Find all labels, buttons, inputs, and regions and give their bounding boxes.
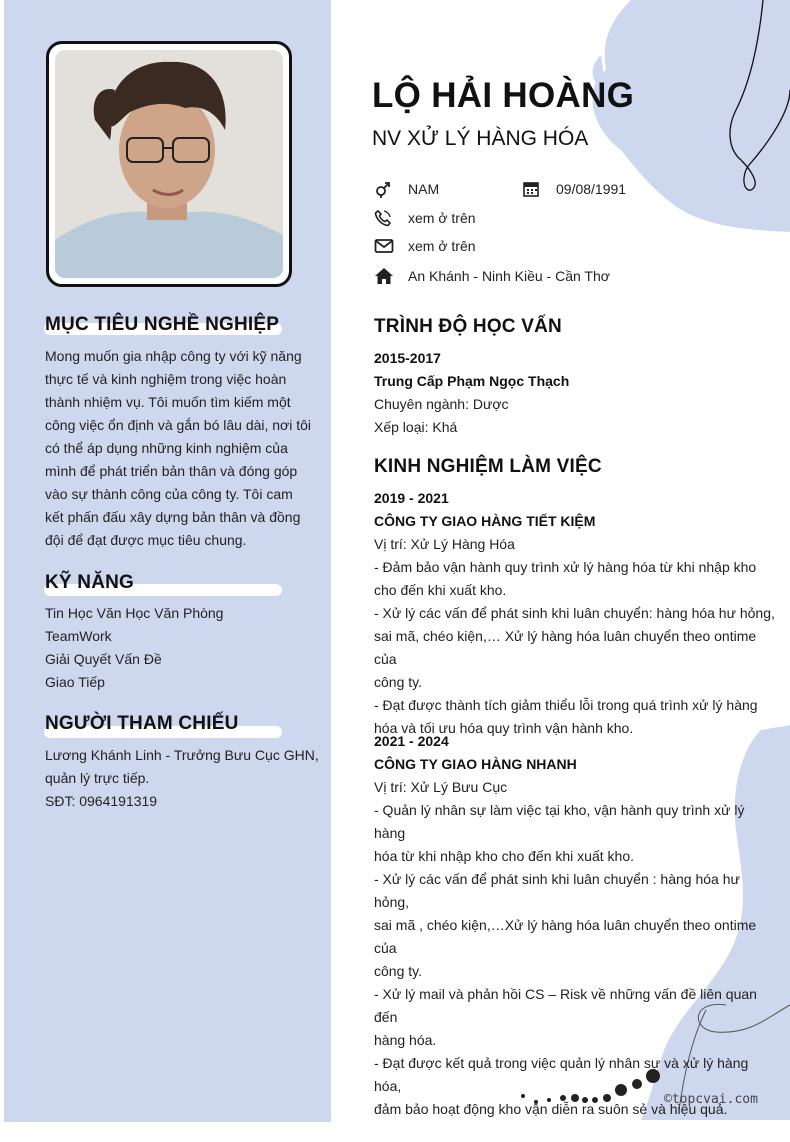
- experience-title: KINH NGHIỆM LÀM VIỆC: [374, 456, 602, 477]
- objective-line: thành nhiệm vụ. Tôi muốn tìm kiếm một: [45, 394, 291, 410]
- reference-line: SĐT: 0964191319: [45, 793, 158, 809]
- home-icon: [374, 267, 398, 285]
- skills-title: KỸ NĂNG: [45, 572, 135, 593]
- watermark: ©topcvai.com: [664, 1092, 758, 1107]
- objective-line: mình để phát triển bản thân và đóng góp: [45, 463, 298, 479]
- education-school: Trung Cấp Phạm Ngọc Thạch: [374, 373, 570, 389]
- job-title: NV XỬ LÝ HÀNG HÓA: [372, 127, 589, 150]
- education-grade: Xếp loại: Khá: [374, 419, 458, 435]
- references-text: [45, 744, 325, 813]
- mail-icon: [374, 238, 398, 254]
- reference-line: quản lý trực tiếp.: [45, 770, 150, 786]
- gender-icon: [374, 180, 398, 198]
- experience-line: hóa và tối ưu hóa quy trình vận hành kho.: [374, 720, 634, 736]
- phone-value: xem ở trên: [408, 210, 476, 226]
- gender-value: NAM: [408, 181, 440, 197]
- experience-line: công ty.: [374, 674, 422, 690]
- experience-company: CÔNG TY GIAO HÀNG TIẾT KIỆM: [374, 513, 596, 529]
- experience-company: CÔNG TY GIAO HÀNG NHANH: [374, 756, 577, 772]
- objective-line: kết phấn đấu xây dựng bản thân và đồng: [45, 509, 301, 525]
- education-major: Chuyên ngành: Dược: [374, 396, 509, 412]
- experience-line: - Đảm bảo vận hành quy trình xử lý hàng hóa từ khi nhập kho: [374, 559, 757, 575]
- skills-list: [45, 602, 320, 694]
- experience-line: sai mã , chéo kiện,…Xử lý hàng hóa luân chuyển theo ontime của: [374, 917, 757, 956]
- profile-photo-frame: [46, 41, 292, 287]
- reference-line: Lương Khánh Linh - Trưởng Bưu Cục GHN,: [45, 747, 319, 763]
- experience-entry: [374, 730, 778, 1121]
- education-entry: [374, 347, 778, 439]
- experience-line: Vị trí: Xử Lý Bưu Cục: [374, 779, 508, 795]
- experience-line: - Xử lý mail và phản hồi CS – Risk về những vấn đề liên quan đến: [374, 986, 757, 1025]
- experience-line: cho đến khi xuất kho.: [374, 582, 507, 598]
- objective-line: có thể áp dụng những kinh nghiệm của: [45, 440, 288, 456]
- address-row: [374, 267, 610, 285]
- experience-line: hàng hóa.: [374, 1032, 437, 1048]
- experience-line: - Xử lý các vấn để phát sinh khi luân chuyển: hàng hóa hư hỏng,: [374, 605, 775, 621]
- objective-line: thực tế và kinh nghiệm trong việc hoàn: [45, 371, 287, 387]
- objective-line: công việc ổn định và gắn bó lâu dài, nơi tôi: [45, 417, 312, 433]
- skill-item: Tin Học Văn Học Văn Phòng: [45, 605, 224, 621]
- phone-icon: [374, 209, 398, 227]
- calendar-icon: [522, 180, 546, 198]
- experience-line: công ty.: [374, 963, 422, 979]
- objective-text: [45, 345, 320, 552]
- birthdate-value: 09/08/1991: [556, 181, 627, 197]
- experience-line: - Xử lý các vấn để phát sinh khi luân chuyển : hàng hóa hư hỏng,: [374, 871, 740, 910]
- skill-item: Giao Tiếp: [45, 674, 105, 690]
- experience-line: đảm bảo hoạt động kho vận diễn ra suôn sẻ và hiệu quả.: [374, 1101, 728, 1117]
- objective-line: Mong muốn gia nhập công ty với kỹ năng: [45, 348, 302, 364]
- objective-title: MỤC TIÊU NGHỀ NGHIỆP: [45, 314, 280, 335]
- page-bottom-margin: [0, 1122, 790, 1142]
- phone-row: [374, 209, 476, 227]
- email-row: [374, 238, 476, 254]
- experience-line: hóa từ khi nhập kho cho đến khi xuất kho.: [374, 848, 634, 864]
- experience-period: 2021 - 2024: [374, 733, 449, 749]
- references-title: NGƯỜI THAM CHIẾU: [45, 713, 239, 734]
- experience-line: - Đạt được kết quả trong việc quản lý nhân sự và xử lý hàng hóa,: [374, 1055, 749, 1094]
- email-value: xem ở trên: [408, 238, 476, 254]
- objective-line: đội để đạt được mục tiêu chung.: [45, 532, 247, 548]
- experience-line: - Đạt được thành tích giảm thiểu lỗi trong quá trình xử lý hàng: [374, 697, 758, 713]
- experience-period: 2019 - 2021: [374, 490, 449, 506]
- birthdate-row: [522, 180, 626, 198]
- experience-line: Vị trí: Xử Lý Hàng Hóa: [374, 536, 515, 552]
- objective-line: vào sự thành công của công ty. Tôi cam: [45, 486, 293, 502]
- skill-item: Giải Quyết Vấn Đề: [45, 651, 162, 667]
- education-title: TRÌNH ĐỘ HỌC VẤN: [374, 316, 562, 337]
- experience-entry: [374, 487, 778, 740]
- experience-line: - Quản lý nhân sự làm việc tại kho, vận hành quy trình xử lý hàng: [374, 802, 745, 841]
- address-value: An Khánh - Ninh Kiều - Cần Thơ: [408, 268, 610, 284]
- education-period: 2015-2017: [374, 350, 441, 366]
- profile-photo: [55, 50, 283, 278]
- gender-row: [374, 180, 439, 198]
- candidate-name: LỘ HẢI HOÀNG: [372, 76, 635, 115]
- skill-item: TeamWork: [45, 628, 112, 644]
- experience-line: sai mã, chéo kiện,… Xử lý hàng hóa luân chuyển theo ontime của: [374, 628, 757, 667]
